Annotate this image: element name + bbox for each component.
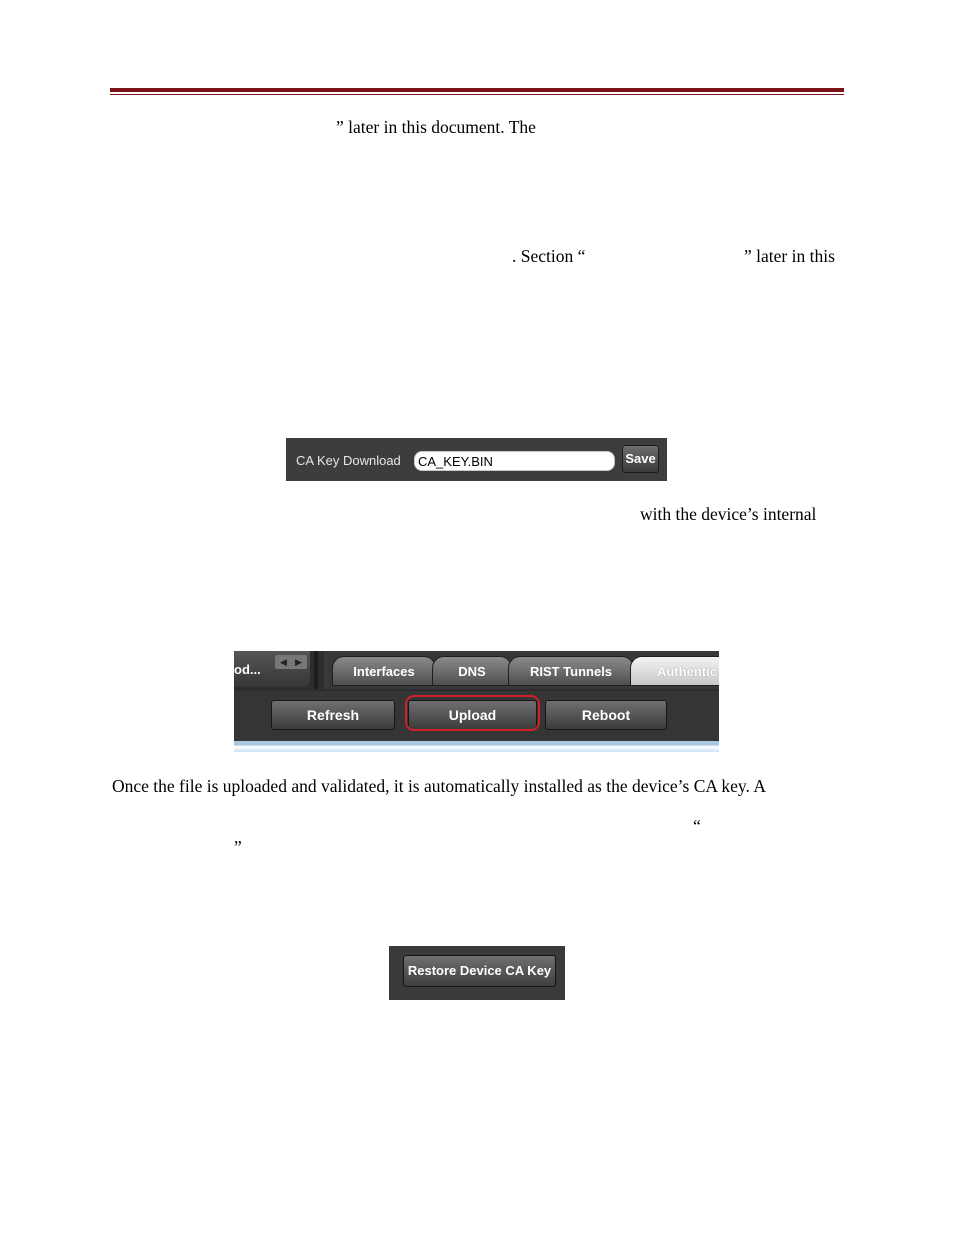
tab-previous-partial[interactable] — [234, 651, 310, 687]
body-text-fragment: ” — [234, 837, 242, 857]
ca-key-download-label: CA Key Download — [296, 453, 401, 468]
tab-dns[interactable]: DNS — [432, 656, 512, 686]
body-paragraph: Once the file is uploaded and validated, it is automatically installed as the device’s CA key. A — [112, 776, 766, 796]
tab-rist-tunnels[interactable]: RIST Tunnels — [508, 656, 634, 686]
tab-previous-label: od... — [234, 662, 261, 677]
header-rule — [110, 88, 844, 92]
upload-button[interactable]: Upload — [408, 700, 537, 730]
save-button[interactable]: Save — [622, 445, 659, 473]
toolbar-bottom-strip — [234, 741, 719, 752]
body-text-fragment: . Section “ — [512, 246, 586, 266]
tab-interfaces[interactable]: Interfaces — [332, 656, 436, 686]
body-text-fragment: with the device’s internal — [640, 504, 817, 524]
ca-key-download-panel — [286, 438, 667, 481]
tab-bar — [324, 651, 719, 689]
reboot-button[interactable]: Reboot — [545, 700, 667, 730]
header-rule-thin — [110, 94, 844, 95]
device-toolbar-screenshot — [234, 651, 719, 752]
body-text-fragment: ” later in this document. The — [336, 117, 536, 137]
arrow-left-icon[interactable]: ◀ — [280, 657, 287, 667]
restore-button-panel — [389, 946, 565, 1000]
ca-key-filename-input[interactable]: CA_KEY.BIN — [414, 451, 615, 471]
refresh-button[interactable]: Refresh — [271, 700, 395, 730]
arrow-right-icon[interactable]: ▶ — [295, 657, 302, 667]
toolbar-divider — [314, 651, 318, 689]
body-text-fragment: ” later in this — [744, 246, 835, 266]
body-text-fragment: “ — [693, 816, 701, 836]
tab-authentication[interactable]: Authentic — [630, 656, 719, 686]
restore-device-ca-key-button[interactable]: Restore Device CA Key — [403, 955, 556, 987]
upload-highlight-outline — [405, 695, 540, 731]
tab-scroll-arrows — [275, 655, 307, 669]
